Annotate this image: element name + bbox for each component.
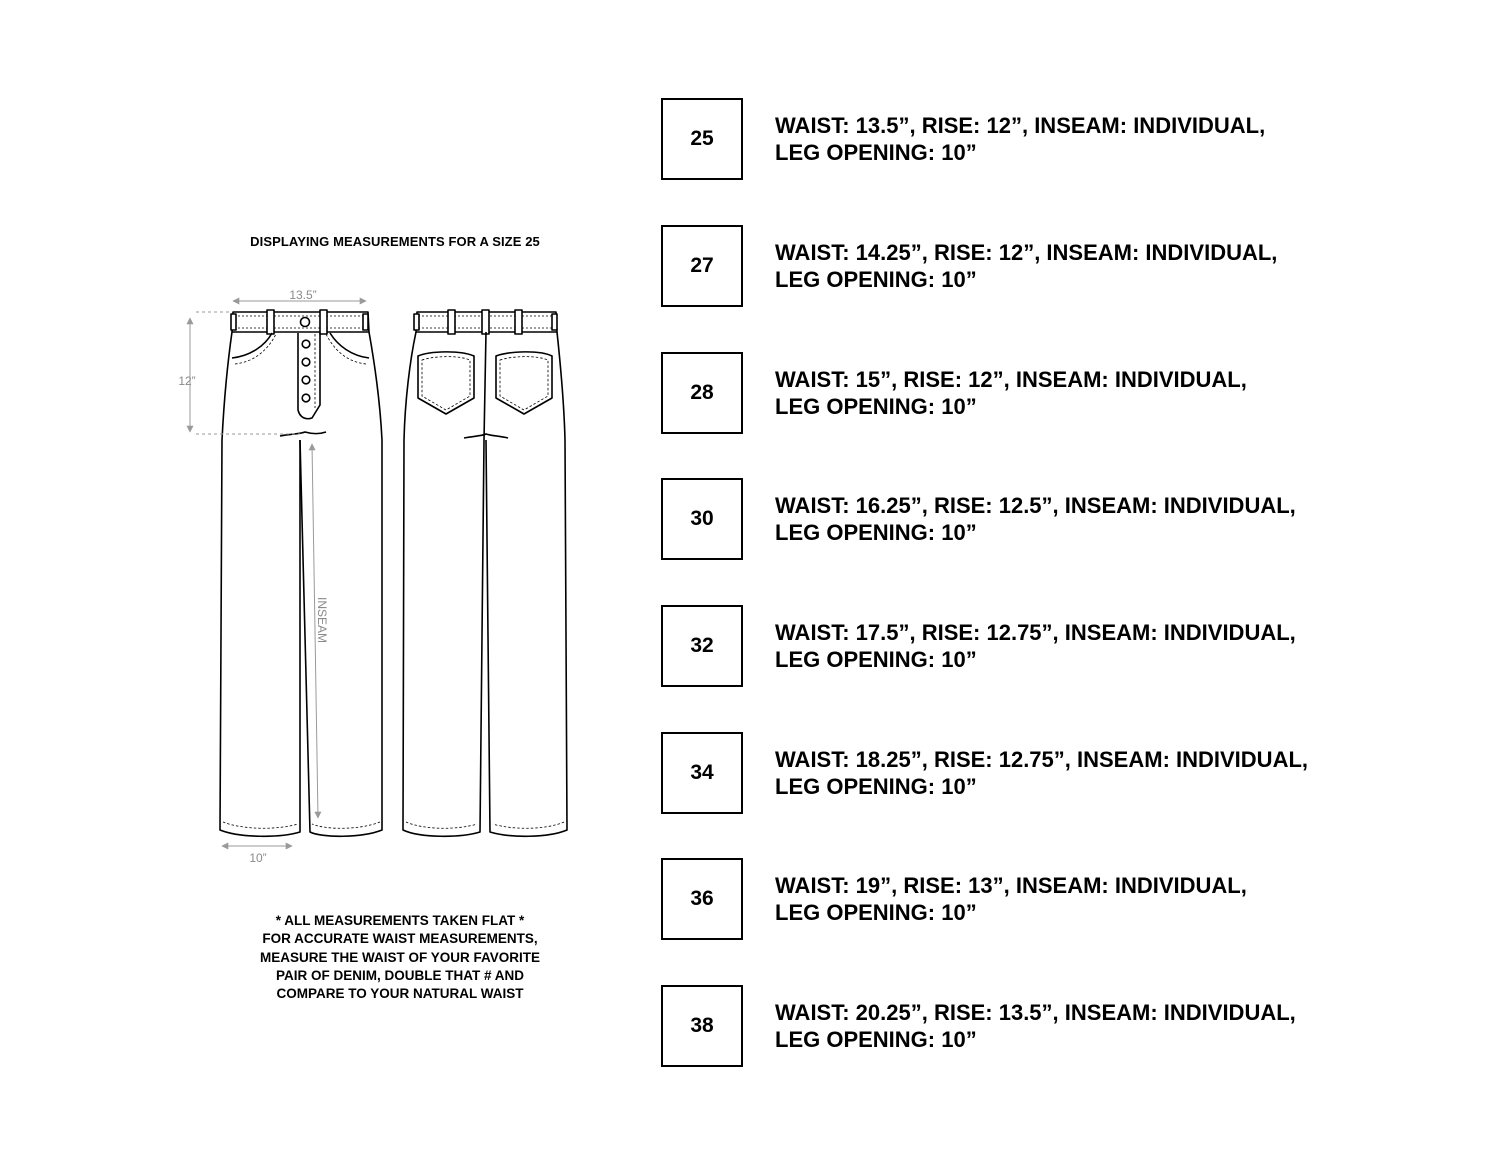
- size-row-30: [0, 478, 1500, 558]
- size-leg-opening-line: LEG OPENING: 10”: [775, 267, 977, 292]
- note-line: PAIR OF DENIM, DOUBLE THAT # AND: [276, 967, 524, 983]
- size-box: 32: [661, 605, 743, 687]
- size-box: 34: [661, 732, 743, 814]
- size-box: 27: [661, 225, 743, 307]
- size-measurements-line: WAIST: 19”, RISE: 13”, INSEAM: INDIVIDUAL,: [775, 873, 1247, 898]
- size-leg-opening-line: LEG OPENING: 10”: [775, 520, 977, 545]
- size-measurements-line: WAIST: 13.5”, RISE: 12”, INSEAM: INDIVIDUAL,: [775, 113, 1266, 138]
- size-row-38: [0, 985, 1500, 1065]
- size-row-28: [0, 352, 1500, 432]
- size-row-32: [0, 605, 1500, 685]
- size-description: [775, 999, 1296, 1053]
- size-box: 30: [661, 478, 743, 560]
- size-box: 28: [661, 352, 743, 434]
- size-row-34: [0, 732, 1500, 812]
- size-description: [775, 746, 1308, 800]
- note-line: COMPARE TO YOUR NATURAL WAIST: [276, 986, 524, 1002]
- size-box: 25: [661, 98, 743, 180]
- size-measurements-line: WAIST: 17.5”, RISE: 12.75”, INSEAM: INDIVIDUAL,: [775, 620, 1296, 645]
- note-line: * ALL MEASUREMENTS TAKEN FLAT *: [275, 913, 525, 928]
- size-description: [775, 366, 1247, 420]
- size-description: [775, 872, 1247, 926]
- size-measurements-line: WAIST: 16.25”, RISE: 12.5”, INSEAM: INDIVIDUAL,: [775, 493, 1296, 518]
- waist-dimension-label: 13.5”: [289, 288, 317, 302]
- size-row-27: [0, 225, 1500, 305]
- size-leg-opening-line: LEG OPENING: 10”: [775, 1027, 977, 1052]
- size-measurements-line: WAIST: 18.25”, RISE: 12.75”, INSEAM: INDIVIDUAL,: [775, 747, 1309, 772]
- size-description: [775, 619, 1296, 673]
- leg-opening-dimension-label: 10”: [249, 851, 267, 865]
- rise-dimension-label: 12”: [178, 374, 196, 388]
- size-leg-opening-line: LEG OPENING: 10”: [775, 140, 977, 165]
- size-leg-opening-line: LEG OPENING: 10”: [775, 394, 977, 419]
- diagram-title: DISPLAYING MEASUREMENTS FOR A SIZE 25: [250, 234, 540, 249]
- size-row-25: [0, 98, 1500, 178]
- size-measurements-line: WAIST: 15”, RISE: 12”, INSEAM: INDIVIDUAL,: [775, 367, 1247, 392]
- size-row-36: [0, 858, 1500, 938]
- size-leg-opening-line: LEG OPENING: 10”: [775, 774, 977, 799]
- size-box: 38: [661, 985, 743, 1067]
- size-description: [775, 112, 1265, 166]
- size-measurements-line: WAIST: 14.25”, RISE: 12”, INSEAM: INDIVIDUAL,: [775, 240, 1278, 265]
- note-line: FOR ACCURATE WAIST MEASUREMENTS,: [262, 931, 538, 947]
- size-measurements-line: WAIST: 20.25”, RISE: 13.5”, INSEAM: INDIVIDUAL,: [775, 1000, 1296, 1025]
- size-leg-opening-line: LEG OPENING: 10”: [775, 647, 977, 672]
- inseam-dimension-label: INSEAM: [315, 596, 329, 644]
- size-leg-opening-line: LEG OPENING: 10”: [775, 900, 977, 925]
- note-line: MEASURE THE WAIST OF YOUR FAVORITE: [259, 949, 541, 965]
- size-description: [775, 492, 1296, 546]
- size-description: [775, 239, 1277, 293]
- size-box: 36: [661, 858, 743, 940]
